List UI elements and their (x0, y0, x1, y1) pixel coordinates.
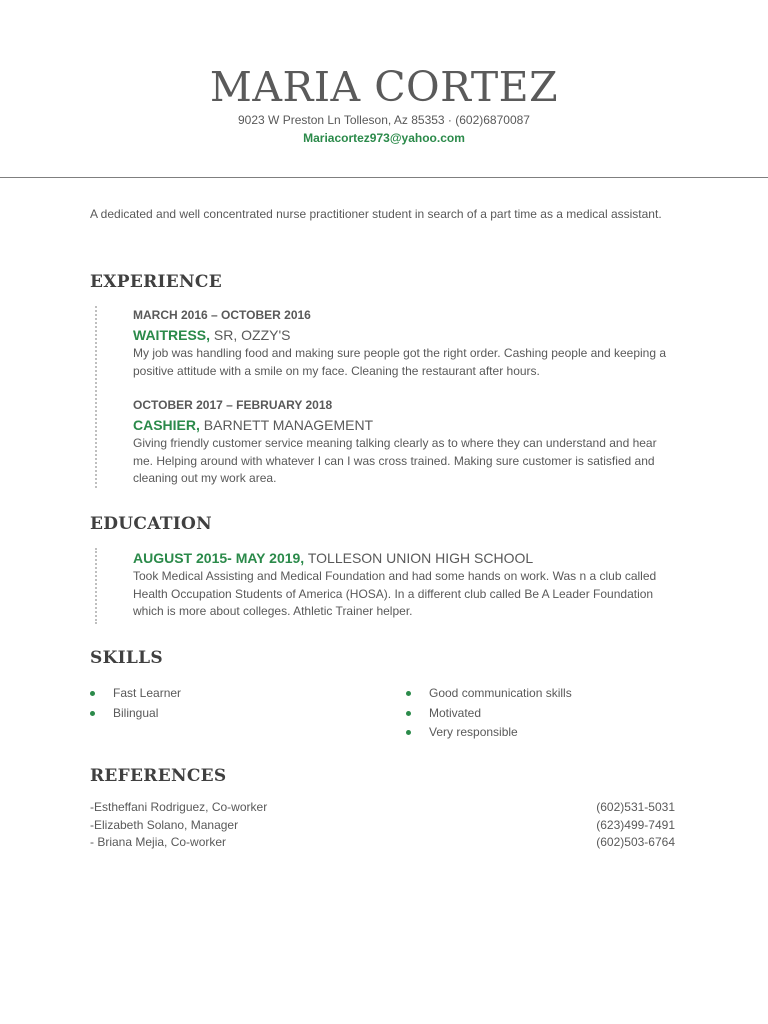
bullet-icon (406, 730, 411, 735)
reference-name: -Elizabeth Solano, Manager (90, 817, 239, 832)
skill-label: Very responsible (429, 725, 518, 739)
job-title: CASHIER, (133, 417, 200, 433)
experience-heading: EXPERIENCE (90, 272, 222, 292)
skill-item (406, 723, 572, 743)
skill-label: Good communication skills (429, 686, 572, 700)
bullet-icon (406, 691, 411, 696)
header-divider (0, 177, 768, 178)
education-heading-line (133, 548, 673, 568)
reference-phone: (602)503-6764 (596, 835, 675, 849)
experience-entry (133, 397, 673, 488)
summary-text: A dedicated and well concentrated nurse practitioner student in search of a part time as a medical assistant. (90, 207, 662, 221)
reference-row (90, 817, 675, 835)
skill-label: Motivated (429, 705, 482, 720)
contact-line: 9023 W Preston Ln Tolleson, Az 85353 · (602)6870087 (238, 113, 530, 127)
skill-item (406, 684, 572, 704)
experience-dates: OCTOBER 2017 – FEBRUARY 2018 (133, 398, 333, 412)
experience-description: Giving friendly customer service meaning talking clearly as to where they can understand and hear me. Helping around with whatever I can I was cross trained. Making sure customer is satisfied and cleaning out my work area. (133, 436, 657, 485)
skills-heading: SKILLS (90, 648, 163, 668)
skills-column-right (406, 684, 572, 743)
education-timeline (95, 548, 97, 624)
experience-role (133, 325, 673, 345)
reference-phone: (602)531-5031 (596, 800, 675, 814)
skill-item (90, 684, 181, 704)
resume-header (0, 62, 768, 146)
skill-item (406, 704, 572, 724)
experience-dates: MARCH 2016 – OCTOBER 2016 (133, 308, 311, 322)
reference-name: -Estheffani Rodriguez, Co-worker (90, 800, 268, 814)
skills-column-left (90, 684, 181, 723)
experience-description: My job was handling food and making sure people got the right order. Cashing people and keeping a positive attitude with a smile on my face. Cleaning the restaurant after hours. (133, 346, 667, 378)
reference-row (90, 799, 675, 817)
experience-entry (133, 307, 673, 380)
job-title: WAITRESS, (133, 327, 211, 343)
email-link[interactable]: Mariacortez973@yahoo.com (303, 131, 465, 145)
bullet-icon (90, 691, 95, 696)
education-heading: EDUCATION (90, 514, 212, 534)
education-description: Took Medical Assisting and Medical Foundation and had some hands on work. Was n a club called Health Occupation Students of America (HOSA). In a different club called Be A Leader Foundation which is more about colleges. Athletic Trainer helper. (133, 569, 657, 618)
candidate-name: MARIA CORTEZ (209, 63, 559, 111)
bullet-icon (90, 711, 95, 716)
education-dates: AUGUST 2015- MAY 2019, (133, 550, 305, 566)
reference-name: - Briana Mejia, Co-worker (90, 835, 227, 849)
bullet-icon (406, 711, 411, 716)
references-list (90, 799, 675, 852)
skill-item (90, 704, 181, 724)
reference-phone: (623)499-7491 (596, 817, 675, 832)
skill-label: Bilingual (113, 705, 159, 720)
experience-timeline (95, 306, 97, 488)
employer: SR, OZZY'S (210, 327, 291, 343)
school-name: TOLLESON UNION HIGH SCHOOL (304, 550, 534, 566)
employer: BARNETT MANAGEMENT (199, 417, 374, 433)
experience-role (133, 415, 673, 435)
education-entry (133, 548, 673, 621)
references-heading: REFERENCES (90, 766, 227, 786)
skill-label: Fast Learner (113, 686, 182, 700)
reference-row (90, 834, 675, 852)
